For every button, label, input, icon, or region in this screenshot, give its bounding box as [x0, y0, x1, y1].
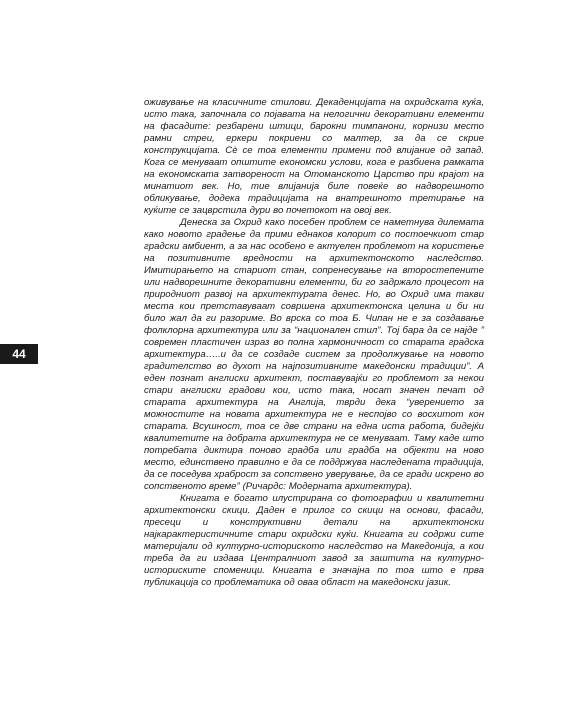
paragraph-3: Книгата е богато илустрирана со фотографии и квалитетни архитектонски скици. Даден е прилог со скици на основи, фасади, пресеци и конструктивни детали на архитектонски најкарактеристичните стари охридски куќи. Книгата ги содржи сите материјали од културно-историското наследство на Македонија, а кои треба да ги издава Централниот завод за заштита на културно-историските споменици. Книгата е значајна по тоа што е прва публикација со проблематика од оваа област на македонски јазик. — [144, 493, 484, 588]
paragraph-2: Денеска за Охрид како посебен проблем се наметнува дилемата како новото градење да прими еднаков колорит со постоечкиот стар градски амбиент, а за нас особено е актуелен проблемот на користење на позитивните вредности на архитектонското наследство. Имитирањето на стариот стан, сопренесување на второстепените или надворешните декоративни елементи, би го задржало процесот на природниот развој на архитектурата денес. Но, во Охрид има такви места кои претставуваат совршена архитектонска целина и би ни било жал да ги разориме. Во врска со тоа Б. Чипан не е за создавање фолклорна архитектура или за “национален стил”. Тој бара да се најде ” современ пластичен израз во полна хармоничност со старата градска архитектура…..и да се создаде систем за продолжување на новото градителство во духот на најпозитивните македонски традиции”. А еден познат англиски архитект, поставувајќи го проблемот за некои стари англиски градови кои, исто така, носат значен печат од старата архитектура на Англија, тврди дека “уверението за можностите на новата архитектура не е неспојво со восхитот кон старата. Всушност, тоа се две страни на една иста работа, бидејќи квалитетите на добрата архитектура не се менуваат. Таму каде што потребата диктира поново градба или градба на објекти на ново место, единствено правилно е да се поддржува наследената традиција, да се поседува храброст за сопствено уверување, да се гради искрено во сопственото време” (Ричардс: Модерната архитектура). — [144, 217, 484, 492]
paragraph-1: оживување на класичните стилови. Декаденцијата на охридската куќа, исто така, започнала со појавата на нелогични декоративни елементи на фасадите: резбарени штици, барокни тимпанони, корнизи место рамни стреи, еркери покриени со малтер, за да се скрие конструкцијата. Сè се тоа елементи примени под влијание од запад. Кога се менуваат општите економски услови, кога е разбиена рамката на економската затвореност на Отоманското Царство при крајот на минатиот век. Но, тие влијанија биле повеќе во надворешното обликување, додека традицијата на внатрешното третирање на куќите се зацврстила дури во почетокот на овој век. — [144, 97, 484, 216]
body-text — [144, 97, 484, 589]
page-number: 44 — [0, 344, 38, 364]
